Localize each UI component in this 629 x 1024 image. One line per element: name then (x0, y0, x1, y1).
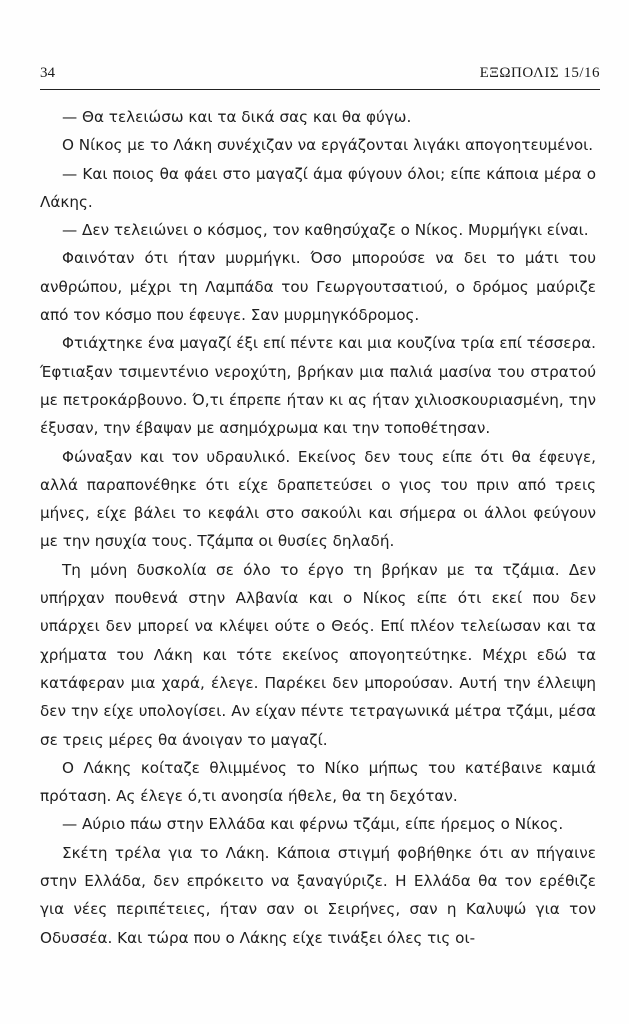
paragraph-6: Φτιάχτηκε ένα μαγαζί έξι επί πέντε και μια κουζίνα τρία επί τέσσερα. Έφτιαξαν τσιμεντένιο νεροχύτη, βρήκαν μια παλιά μασίνα του στρατού με πετροκάρβουνο. Ό,τι έπρεπε ήταν κι ας ήταν χιλιοσκουριασμένη, την έξυσαν, την έβαψαν με ασημόχρωμα και την τοποθέτησαν. (40, 334, 596, 438)
page-header (40, 63, 600, 90)
paragraph-8: Τη μόνη δυσκολία σε όλο το έργο τη βρήκαν με τα τζάμια. Δεν υπήρχαν πουθενά στην Αλβανία και ο Νίκος είπε ότι εκεί που δεν υπάρχει δεν μπορεί να κλέψει ούτε ο Θεός. Επί πλέον τελείωσαν και τα χρήματα του Λάκη και τότε εκείνος απογοητεύτηκε. Μέχρι εδώ τα κατάφεραν μια χαρά, έλεγε. Παρέκει δεν μπορούσαν. Αυτή την έλλειψη δεν την είχε υπολογίσει. Αν είχαν πέντε τετραγωνικά μέτρα τζάμι, μέσα σε τρεις μέρες θα άνοιγαν το μαγαζί. (40, 560, 596, 749)
body-text (40, 103, 596, 952)
paragraph-5: Φαινόταν ότι ήταν μυρμήγκι. Όσο μπορούσε να δει το μάτι του ανθρώπου, μέχρι τη Λαμπάδα του Γεωργουτσατιού, ο δρόμος μαύριζε από τον κόσμο που έφευγε. Σαν μυρμηγκόδρομος. (40, 249, 596, 325)
paragraph-3: — Και ποιος θα φάει στο μαγαζί άμα φύγουν όλοι; είπε κάποια μέρα ο Λάκης. (40, 164, 596, 211)
paragraph-4: — Δεν τελειώνει ο κόσμος, τον καθησύχαζε ο Νίκος. Μυρμήγκι είναι. (62, 221, 589, 240)
paragraph-2: Ο Νίκος με το Λάκη συνέχιζαν να εργάζονται λιγάκι απογοητευμένοι. (62, 136, 594, 155)
running-title: ΕΞΩΠΟΛΙΣ 15/16 (479, 65, 600, 81)
paragraph-11: Σκέτη τρέλα για το Λάκη. Κάποια στιγμή φοβήθηκε ότι αν πήγαινε στην Ελλάδα, δεν επρόκειτο να ξαναγύριζε. Η Ελλάδα θα τον ερέθιζε για νέες περιπέτειες, ήταν σαν οι Σειρήνες, σαν η Καλυψώ για τον Οδυσσέα. Και τώρα που ο Λάκης είχε τινάξει όλες τις οι- (40, 843, 596, 947)
paragraph-1: — Θα τελειώσω και τα δικά σας και θα φύγω. (62, 108, 412, 126)
page-number: 34 (40, 65, 55, 81)
paragraph-10: — Αύριο πάω στην Ελλάδα και φέρνω τζάμι, είπε ήρεμος ο Νίκος. (62, 815, 564, 834)
paragraph-9: Ο Λάκης κοίταζε θλιμμένος το Νίκο μήπως του κατέβαινε καμιά πρόταση. Ας έλεγε ό,τι ανοησία ήθελε, θα τη δεχόταν. (40, 758, 596, 806)
paragraph-7: Φώναξαν και τον υδραυλικό. Εκείνος δεν τους είπε ότι θα έφευγε, αλλά παραπονέθηκε ότι είχε δραπετεύσει ο γιος του πριν από τρεις μήνες, είχε βάλει το κεφάλι στο σακούλι και σήμερα οι άλλοι φεύγουν με την ησυχία τους. Τζάμπα οι θυσίες δηλαδή. (40, 447, 596, 551)
